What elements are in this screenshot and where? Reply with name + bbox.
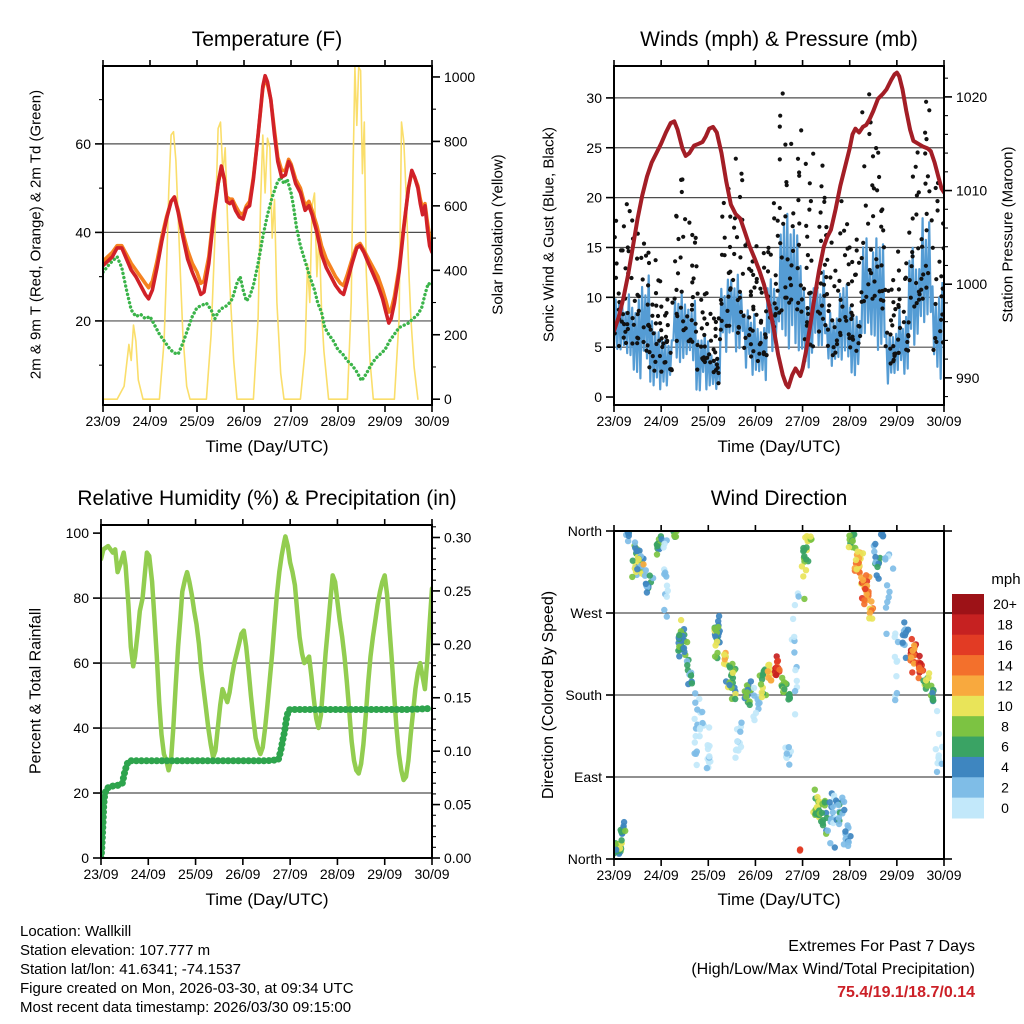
wind-direction-dot [654, 543, 660, 549]
wind-direction-dot [630, 558, 636, 564]
wind-direction-dot [654, 551, 660, 557]
wind-direction-dot [819, 810, 825, 816]
humidity-y-axis-label-left: Percent & Total Rainfall [27, 608, 45, 775]
svg-text:29/09: 29/09 [367, 866, 403, 882]
wind-direction-dot [716, 613, 722, 619]
winds-y-axis-label-right: Station Pressure (Maroon) [999, 146, 1017, 323]
extremes-subtitle: (High/Low/Max Wind/Total Precipitation) [691, 961, 975, 978]
colorbar-title: mph [991, 571, 1021, 588]
speed-colorbar [952, 571, 1021, 819]
wind-direction-dot [751, 692, 757, 698]
extremes-title: Extremes For Past 7 Days [788, 938, 975, 955]
wind-direction-dot [684, 639, 690, 645]
svg-text:27/09: 27/09 [785, 867, 821, 883]
colorbar-segment [952, 675, 984, 696]
wind-direction-dot [706, 753, 712, 759]
wind-direction-dot [854, 566, 860, 572]
svg-text:0.05: 0.05 [444, 796, 472, 813]
svg-text:28/09: 28/09 [832, 413, 868, 429]
svg-text:28/09: 28/09 [320, 413, 356, 429]
wind-direction-dot [827, 840, 833, 846]
wind-direction-dot [732, 696, 738, 702]
svg-text:100: 100 [65, 525, 89, 542]
colorbar-label: 20+ [993, 596, 1017, 613]
svg-text:West: West [570, 605, 602, 621]
colorbar-label: 4 [1001, 759, 1009, 776]
wind-direction-dot [825, 828, 831, 834]
svg-text:25/09: 25/09 [179, 413, 215, 429]
wind-direction-dot [886, 589, 892, 595]
colorbar-segment [952, 757, 984, 778]
wind-direction-dot [892, 654, 898, 660]
svg-text:East: East [573, 769, 602, 785]
wind-direction-dot [930, 695, 936, 701]
svg-text:25/09: 25/09 [178, 866, 214, 882]
svg-text:26/09: 26/09 [737, 867, 773, 883]
wind-direction-dot [836, 815, 842, 821]
svg-text:60: 60 [75, 135, 91, 152]
colorbar-label: 0 [1001, 799, 1009, 816]
wind-direction-dot [874, 572, 880, 578]
svg-text:0.10: 0.10 [444, 743, 472, 760]
wind-direction-dot [792, 602, 798, 608]
svg-text:25: 25 [586, 139, 602, 156]
wind-direction-dot [882, 555, 888, 561]
svg-text:990: 990 [956, 369, 980, 386]
svg-text:40: 40 [75, 224, 91, 241]
wind-direction-dot [853, 557, 859, 563]
colorbar-label: 18 [997, 616, 1013, 633]
wind-direction-dot [803, 556, 809, 562]
wind-direction-chart-series [610, 528, 945, 857]
wind-direction-dot [800, 545, 806, 551]
svg-text:30/09: 30/09 [926, 867, 962, 883]
svg-text:30/09: 30/09 [414, 413, 450, 429]
svg-text:0.30: 0.30 [444, 529, 472, 546]
winds-y-axis-label-left: Sonic Wind & Gust (Blue, Black) [540, 126, 558, 343]
wind-direction-dot [791, 649, 797, 655]
wind-direction-dot [738, 720, 744, 726]
colorbar-segment [952, 737, 984, 758]
temperature-y-axis-label-right: Solar Insolation (Yellow) [489, 154, 507, 315]
colorbar-segment [952, 594, 984, 615]
wind-direction-dot [684, 662, 690, 668]
svg-text:30: 30 [586, 89, 602, 106]
svg-text:1000: 1000 [956, 276, 988, 293]
temperature-x-axis-label: Time (Day/UTC) [205, 437, 329, 456]
wind-direction-dot [622, 828, 628, 834]
winds-pressure-chart [586, 60, 987, 429]
wind-direction-dot [883, 604, 889, 610]
svg-text:27/09: 27/09 [272, 866, 308, 882]
svg-text:26/09: 26/09 [225, 866, 261, 882]
wind-direction-dot [934, 769, 940, 775]
colorbar-label: 6 [1001, 738, 1009, 755]
svg-text:North: North [567, 523, 602, 539]
wind-direction-dot [794, 678, 800, 684]
wind-direction-dot [705, 746, 711, 752]
svg-text:27/09: 27/09 [273, 413, 309, 429]
svg-text:North: North [567, 851, 602, 867]
wind-direction-dot [643, 567, 649, 573]
wind-direction-dot [792, 711, 798, 717]
wind-direction-dot [905, 627, 911, 633]
humidity-precip-chart [66, 519, 472, 882]
wind-direction-dot [860, 550, 866, 556]
svg-text:20: 20 [73, 785, 89, 802]
humidity-precip-chart-title: Relative Humidity (%) & Precipitation (in) [77, 487, 457, 510]
svg-text:24/09: 24/09 [132, 413, 168, 429]
wind-direction-dot [916, 653, 922, 659]
station-pressure-line [614, 73, 944, 388]
svg-text:5: 5 [594, 339, 602, 356]
svg-text:0.25: 0.25 [444, 582, 472, 599]
wind-direction-dot [894, 690, 900, 696]
svg-text:23/09: 23/09 [83, 866, 119, 882]
axis-ticks [95, 60, 440, 412]
wind-direction-dot [791, 634, 797, 640]
station-info-block [20, 922, 354, 1017]
wind-direction-dot [866, 615, 872, 621]
wind-direction-dot [841, 799, 847, 805]
svg-text:29/09: 29/09 [879, 867, 915, 883]
svg-text:0: 0 [444, 391, 452, 408]
temperature-chart [75, 60, 475, 429]
wind-direction-dot [841, 807, 847, 813]
wind-direction-dot [916, 665, 922, 671]
winds-pressure-chart-series [613, 73, 946, 391]
wind-direction-dot [697, 725, 703, 731]
wind-direction-dot [661, 571, 667, 577]
wind-direction-dot [712, 653, 718, 659]
wind-direction-dot [781, 686, 787, 692]
svg-text:24/09: 24/09 [643, 867, 679, 883]
svg-text:28/09: 28/09 [832, 867, 868, 883]
svg-text:0.20: 0.20 [444, 636, 472, 653]
wind-direction-dot [626, 533, 632, 539]
wind-direction-dot [803, 567, 809, 573]
svg-text:29/09: 29/09 [879, 413, 915, 429]
wind-direction-dot [860, 577, 866, 583]
wind-direction-y-axis-label-left: Direction (Colored By Speed) [540, 590, 557, 800]
wind-direction-dot [714, 639, 720, 645]
svg-text:25/09: 25/09 [690, 867, 726, 883]
wind-direction-dot [715, 624, 721, 630]
svg-text:South: South [565, 687, 602, 703]
wind-direction-dot [773, 672, 779, 678]
svg-text:30/09: 30/09 [926, 413, 962, 429]
wind-direction-dot [936, 752, 942, 758]
colorbar-label: 16 [997, 636, 1013, 653]
humidity-precip-chart-series [101, 536, 432, 858]
svg-text:29/09: 29/09 [367, 413, 403, 429]
wind-direction-dot [830, 809, 836, 815]
station-latlon: Station lat/lon: 41.6341; -74.1537 [20, 961, 242, 978]
svg-text:24/09: 24/09 [643, 413, 679, 429]
wind-direction-dot [874, 564, 880, 570]
wind-direction-dot [890, 565, 896, 571]
wind-direction-dot [647, 572, 653, 578]
svg-text:20: 20 [586, 189, 602, 206]
extremes-values: 75.4/19.1/18.7/0.14 [837, 984, 975, 1001]
svg-text:0.15: 0.15 [444, 689, 472, 706]
wind-direction-dot [726, 682, 732, 688]
svg-text:200: 200 [444, 326, 468, 343]
svg-text:1020: 1020 [956, 88, 988, 105]
station-elevation: Station elevation: 107.777 m [20, 942, 211, 959]
wind-direction-dot [694, 762, 700, 768]
wind-direction-dot [688, 673, 694, 679]
wind-direction-dot [872, 541, 878, 547]
wind-direction-dot [734, 738, 740, 744]
wind-direction-dot [792, 667, 798, 673]
wind-direction-dot [861, 597, 867, 603]
wind-direction-dot [643, 581, 649, 587]
svg-text:23/09: 23/09 [596, 867, 632, 883]
wind-direction-dot [892, 697, 898, 703]
wind-direction-dot [795, 593, 801, 599]
svg-text:20: 20 [75, 312, 91, 329]
wind-direction-dot [732, 755, 738, 761]
wind-direction-dot [909, 647, 915, 653]
wind-direction-dot [883, 631, 889, 637]
wind-direction-dot [933, 746, 939, 752]
wind-direction-dot [692, 690, 698, 696]
wind-direction-dot [689, 680, 695, 686]
wind-direction-dot [835, 802, 841, 808]
wind-direction-dot [747, 702, 753, 708]
svg-text:0: 0 [81, 850, 89, 866]
svg-text:23/09: 23/09 [85, 413, 121, 429]
temperature-chart-series [103, 67, 432, 399]
svg-text:23/09: 23/09 [596, 413, 632, 429]
wind-direction-dot [871, 549, 877, 555]
plot-frame [103, 66, 432, 405]
svg-text:25/09: 25/09 [690, 413, 726, 429]
relative-humidity-line [101, 536, 432, 780]
colorbar-segment [952, 798, 984, 819]
svg-text:0: 0 [594, 389, 602, 406]
temperature-9m-line [103, 80, 432, 312]
colorbar-segment [952, 777, 984, 798]
wind-direction-dot [909, 669, 915, 675]
wind-direction-dot [786, 691, 792, 697]
wind-direction-dot [733, 746, 739, 752]
wind-direction-dot [868, 598, 874, 604]
wind-direction-dot [635, 556, 641, 562]
svg-text:800: 800 [444, 133, 468, 150]
wind-direction-dot [678, 617, 684, 623]
extremes-block [575, 935, 975, 1004]
temperature-y-axis-label-left: 2m & 9m T (Red, Orange) & 2m Td (Green) [27, 89, 45, 380]
wind-direction-dot [792, 688, 798, 694]
wind-direction-dot [664, 594, 670, 600]
temperature-chart-title: Temperature (F) [191, 28, 343, 51]
colorbar-label: 2 [1001, 779, 1009, 796]
svg-text:0.00: 0.00 [444, 850, 472, 866]
wind-direction-dot [812, 787, 818, 793]
colorbar-label: 8 [1001, 718, 1009, 735]
svg-text:30/09: 30/09 [414, 866, 450, 882]
wind-direction-dot [934, 708, 940, 714]
wind-direction-dot [842, 828, 848, 834]
wind-direction-dot [884, 582, 890, 588]
wind-direction-dot [784, 750, 790, 756]
colorbar-segment [952, 614, 984, 635]
wind-direction-dot [797, 847, 803, 853]
wind-direction-dot [765, 668, 771, 674]
svg-text:40: 40 [73, 720, 89, 737]
svg-text:80: 80 [73, 590, 89, 607]
wind-direction-chart [565, 523, 1020, 883]
wind-direction-dot [634, 566, 640, 572]
wind-direction-dot [936, 731, 942, 737]
wind-direction-dot [818, 818, 824, 824]
wind-direction-dot [786, 761, 792, 767]
wind-direction-dot [901, 619, 907, 625]
wind-direction-dot [900, 640, 906, 646]
colorbar-segment [952, 635, 984, 656]
wind-direction-dot [704, 765, 710, 771]
wind-direction-dot [664, 613, 670, 619]
wind-direction-dot [661, 607, 667, 613]
colorbar-segment [952, 696, 984, 717]
svg-text:28/09: 28/09 [319, 866, 355, 882]
wind-direction-dot [706, 724, 712, 730]
wind-direction-dot [836, 821, 842, 827]
colorbar-segment [952, 716, 984, 737]
wind-direction-dot [644, 589, 650, 595]
wind-direction-chart-title: Wind Direction [710, 487, 848, 510]
wind-direction-dot [730, 670, 736, 676]
wind-direction-dot [632, 539, 638, 545]
wind-direction-dot [692, 700, 698, 706]
wind-direction-dot [850, 538, 856, 544]
colorbar-label: 10 [997, 698, 1013, 714]
wind-direction-dot [696, 733, 702, 739]
svg-text:400: 400 [444, 262, 468, 279]
wind-direction-dot [923, 677, 929, 683]
svg-text:1010: 1010 [956, 182, 988, 199]
wind-direction-dot [908, 654, 914, 660]
svg-text:60: 60 [73, 655, 89, 672]
wind-direction-dot [753, 710, 759, 716]
wind-direction-dot [692, 739, 698, 745]
wind-direction-dot [660, 544, 666, 550]
wind-direction-dot [748, 678, 754, 684]
svg-text:10: 10 [586, 289, 602, 306]
svg-text:600: 600 [444, 197, 468, 214]
station-location: Location: Wallkill [20, 923, 132, 940]
colorbar-label: 12 [997, 677, 1013, 694]
wind-direction-dot [886, 594, 892, 600]
wind-direction-dot [640, 561, 646, 567]
wind-direction-dot [737, 729, 743, 735]
winds-x-axis-label: Time (Day/UTC) [717, 437, 841, 456]
colorbar-label: 14 [997, 657, 1013, 674]
wind-direction-dot [827, 799, 833, 805]
svg-text:27/09: 27/09 [785, 413, 821, 429]
wind-direction-dot [775, 658, 781, 664]
wind-direction-dot [676, 653, 682, 659]
wind-direction-dot [893, 673, 899, 679]
wind-direction-dot [618, 837, 624, 843]
wind-direction-dot [629, 574, 635, 580]
wind-direction-dot [633, 548, 639, 554]
wind-direction-dot [751, 685, 757, 691]
wind-direction-dot [765, 662, 771, 668]
humidity-x-axis-label: Time (Day/UTC) [205, 890, 329, 909]
wind-direction-dot [721, 651, 727, 657]
wind-direction-dot [862, 586, 868, 592]
wind-direction-dot [664, 583, 670, 589]
svg-text:15: 15 [586, 239, 602, 256]
wind-direction-dot [694, 748, 700, 754]
wind-direction-dot [846, 839, 852, 845]
wind-direction-dot [758, 681, 764, 687]
wind-direction-dot [880, 533, 886, 539]
wind-direction-dot [801, 596, 807, 602]
figure-created-timestamp: Figure created on Mon, 2026-03-30, at 09:34 UTC [20, 980, 354, 997]
wind-direction-dot [744, 689, 750, 695]
wind-direction-dot [800, 573, 806, 579]
wind-direction-dot [768, 677, 774, 683]
wind-direction-dot [676, 632, 682, 638]
wind-direction-dot [673, 533, 679, 539]
wind-direction-dot [909, 636, 915, 642]
svg-text:24/09: 24/09 [130, 866, 166, 882]
wind-direction-dot [691, 716, 697, 722]
wind-direction-dot [807, 533, 813, 539]
wind-direction-x-axis-label: Time (Day/UTC) [717, 890, 841, 909]
svg-text:26/09: 26/09 [737, 413, 773, 429]
colorbar-segment [952, 655, 984, 676]
svg-text:1000: 1000 [444, 68, 476, 85]
wind-direction-dot [846, 544, 852, 550]
winds-pressure-chart-title: Winds (mph) & Pressure (mb) [640, 28, 918, 51]
wind-direction-dot [694, 706, 700, 712]
wind-direction-dot [786, 744, 792, 750]
wind-direction-dot [790, 616, 796, 622]
most-recent-data-timestamp: Most recent data timestamp: 2026/03/30 09:15:00 [20, 999, 352, 1016]
svg-text:26/09: 26/09 [226, 413, 262, 429]
wind-direction-dot [681, 645, 687, 651]
wind-direction-dot [759, 689, 765, 695]
wind-direction-dot [779, 675, 785, 681]
